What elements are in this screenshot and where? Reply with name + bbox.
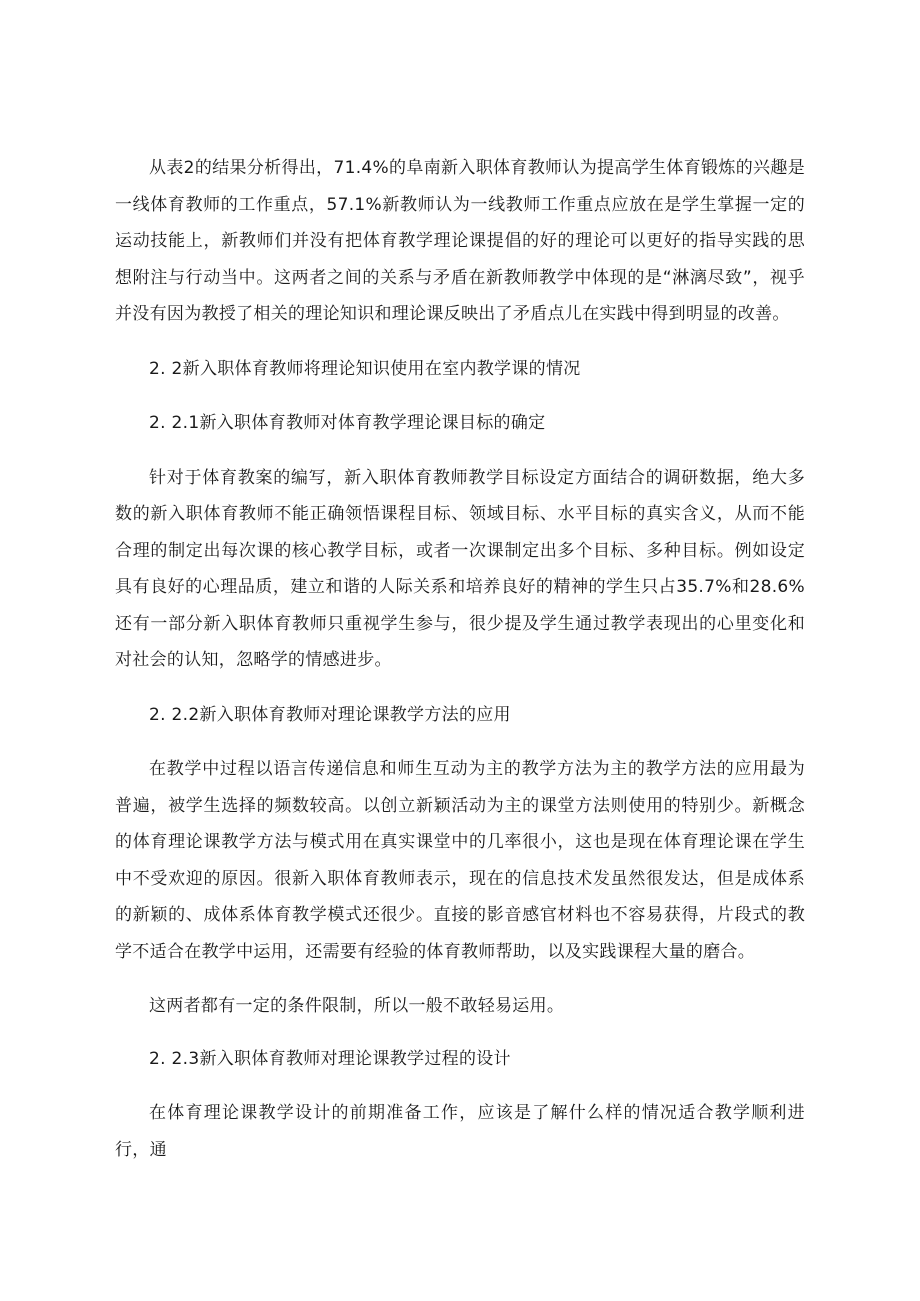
paragraph-conditions: 这两者都有一定的条件限制，所以一般不敢轻易运用。	[149, 996, 565, 1016]
paragraph-process-design: 在体育理论课教学设计的前期准备工作，应该是了解什么样的情况适合教学顺利进行，通	[115, 1103, 805, 1160]
section-heading-2-2-1: 2. 2.1新入职体育教师对体育教学理论课目标的确定	[149, 413, 546, 433]
section-heading-2-2-3: 2. 2.3新入职体育教师对理论课教学过程的设计	[149, 1048, 511, 1069]
paragraph-teaching-goals: 针对于体育教案的编写，新入职体育教师教学目标设定方面结合的调研数据，绝大多数的新入职体育教师不能正确领悟课程目标、领域目标、水平目标的真实含义，从而不能合理的制定出每次课的核心教学目标，或者一次课制定出多个目标、多种目标。例如设定具有良好的心理品质，建立和谐的人际关系和培养良好的精神的学生只占35.7%和28.6%还有一部分新入职体育教师只重视学生参与，很少提及学生通过教学表现出的心里变化和对社会的认知，忽略学的情感进步。	[115, 467, 805, 670]
paragraph-table2-analysis: 从表2的结果分析得出，71.4%的阜南新入职体育教师认为提高学生体育锻炼的兴趣是一线体育教师的工作重点，57.1%新教师认为一线教师工作重点应放在是学生掌握一定的运动技能上，新教师们并没有把体育教学理论课提倡的好的理论可以更好的指导实践的思想附注与行动当中。这两者之间的关系与矛盾在新教师教学中体现的是“淋漓尽致”，视乎并没有因为教授了相关的理论知识和理论课反映出了矛盾点儿在实践中得到明显的改善。	[115, 158, 805, 324]
paragraph-teaching-methods: 在教学中过程以语言传递信息和师生互动为主的教学方法为主的教学方法的应用最为普遍，被学生选择的频数较高。以创立新颖活动为主的课堂方法则使用的特别少。新概念的体育理论课教学方法与模式用在真实课堂中的几率很小，这也是现在体育理论课在学生中不受欢迎的原因。很新入职体育教师表示，现在的信息技术发虽然很发达，但是成体系的新颖的、成体系体育教学模式还很少。直接的影音感官材料也不容易获得，片段式的教学不适合在教学中运用，还需要有经验的体育教师帮助，以及实践课程大量的磨合。	[115, 759, 805, 962]
section-heading-2-2-2: 2. 2.2新入职体育教师对理论课教学方法的应用	[149, 704, 511, 725]
document-page	[115, 150, 805, 1186]
section-heading-2-2: 2. 2新入职体育教师将理论知识使用在室内教学课的情况	[149, 358, 581, 379]
